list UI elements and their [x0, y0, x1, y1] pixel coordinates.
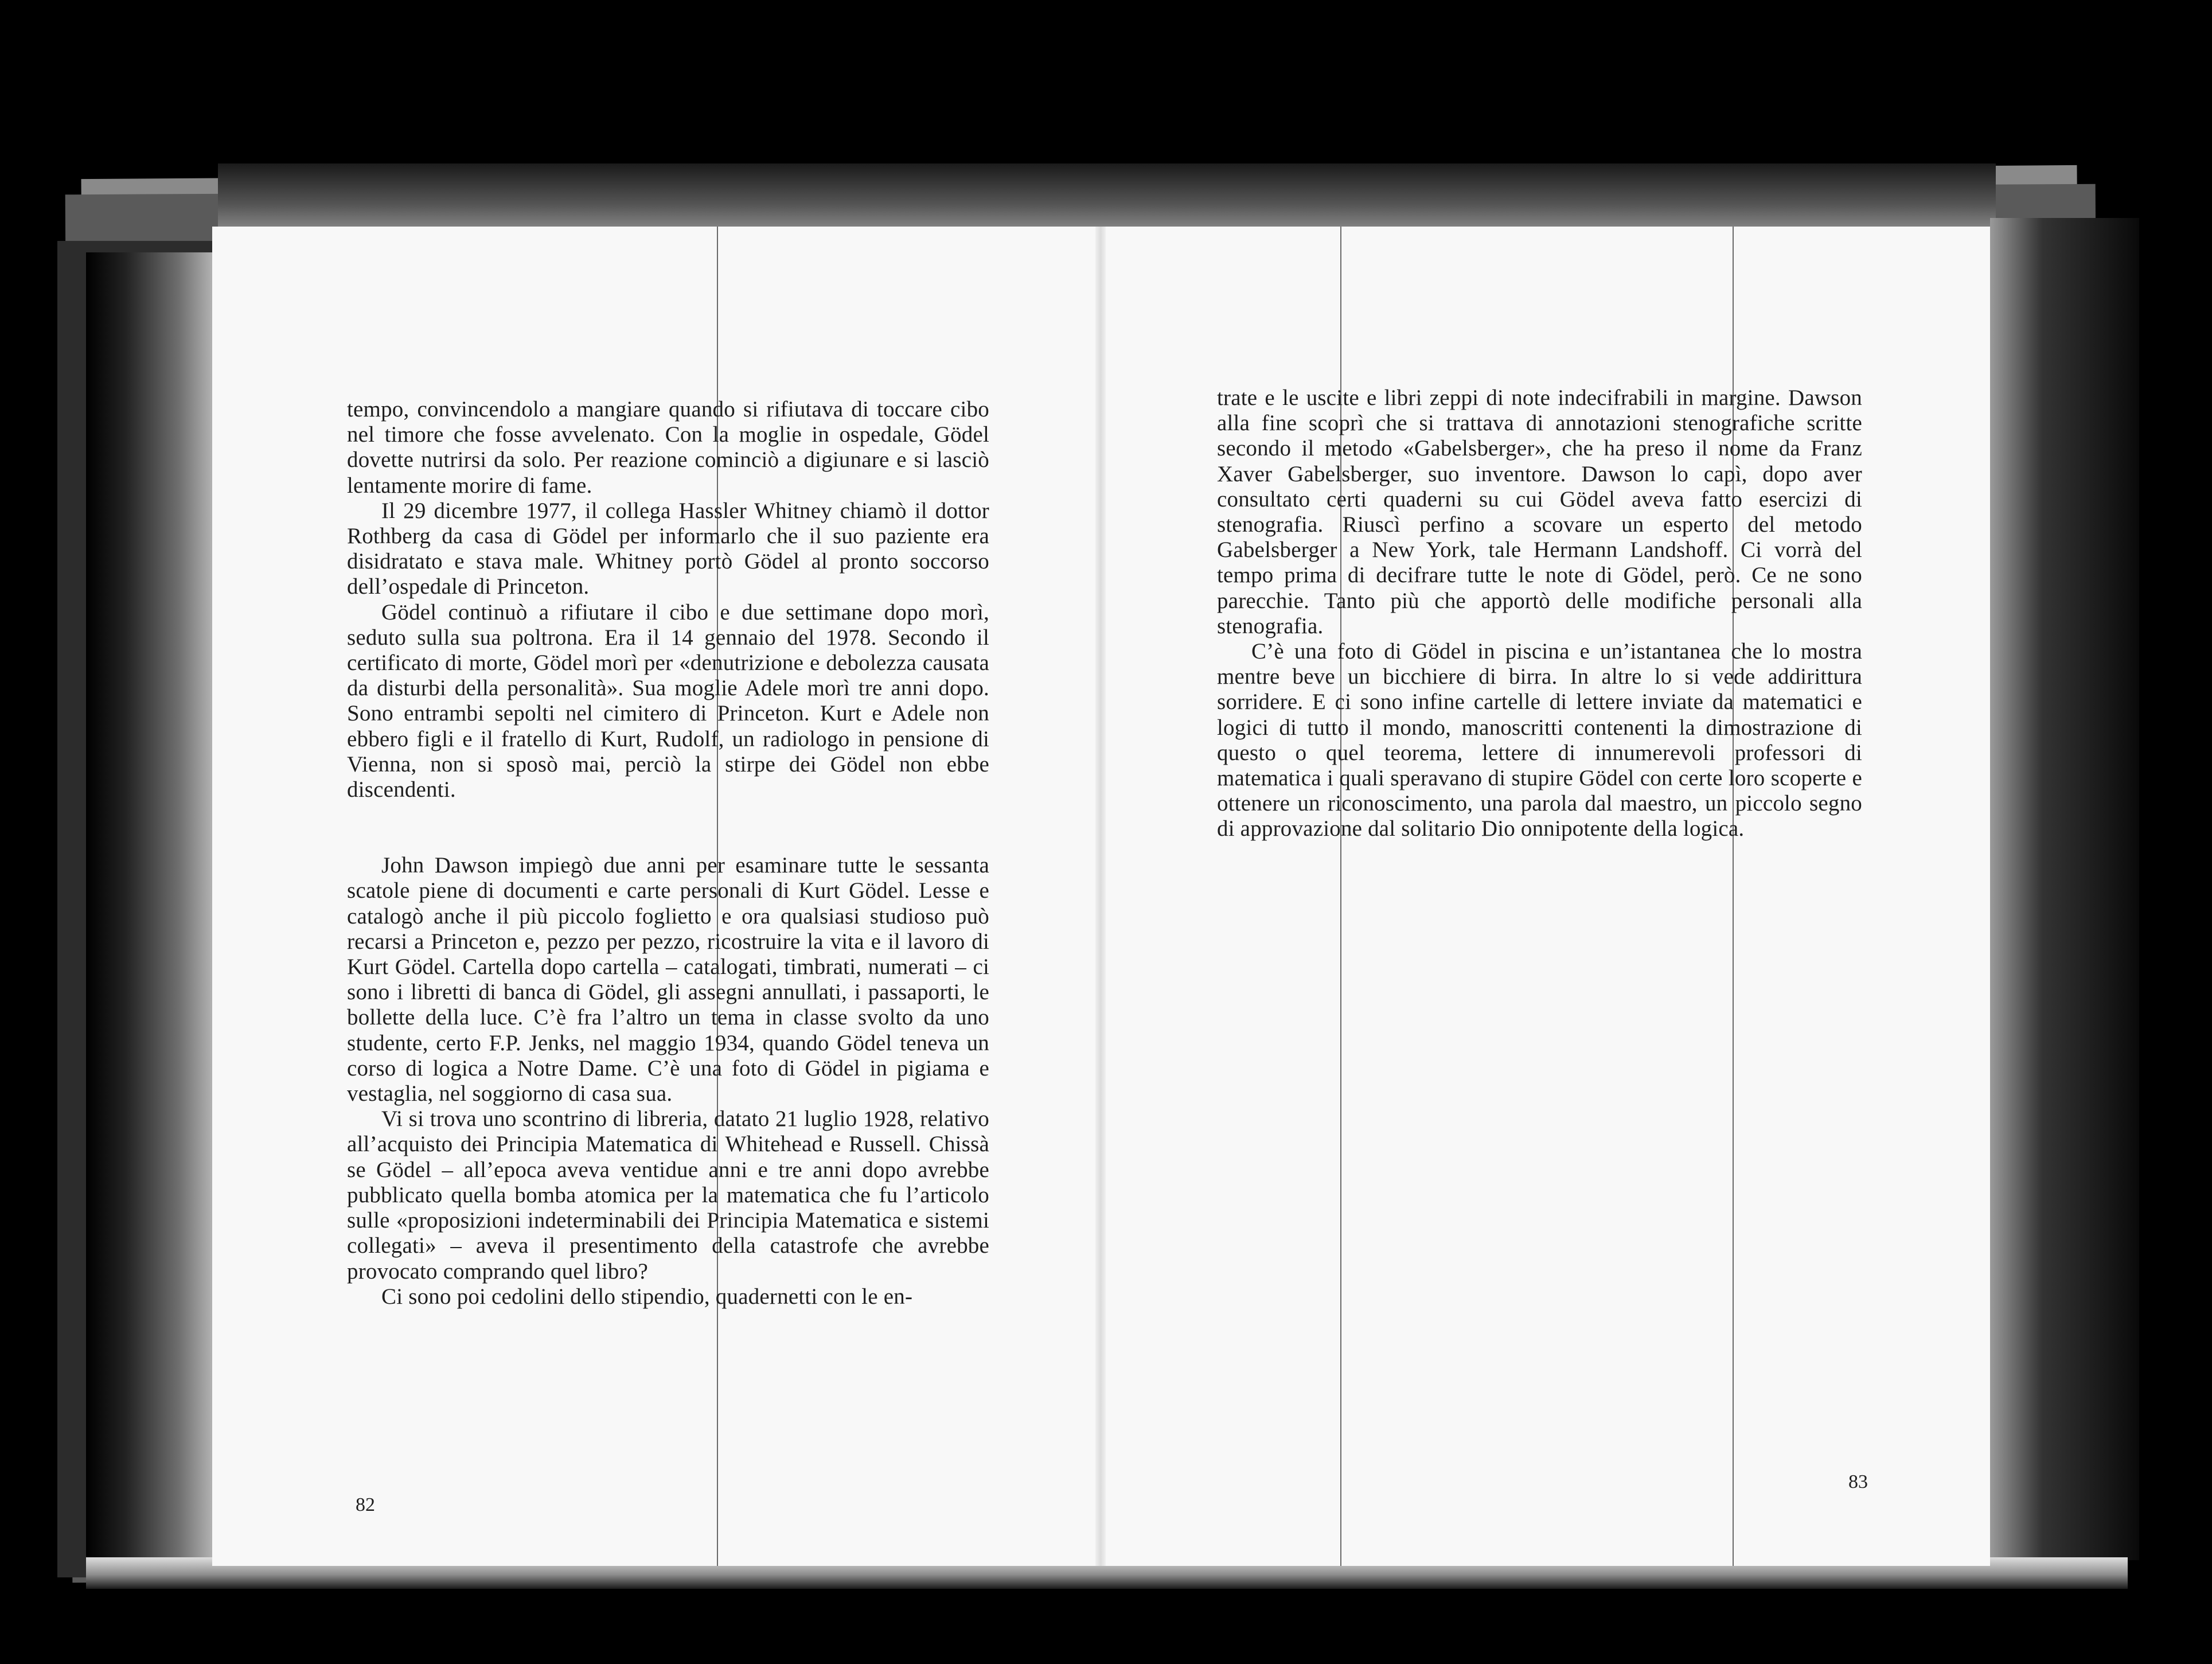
paragraph: Il 29 dicembre 1977, il collega Hassler Whitney chiamò il dottor Rothberg da casa di Gödel per informarlo che il suo paziente era disidratato e stava male. Whitney portò Gödel al pronto soccorso dell’ospedale di Princeton. — [347, 498, 989, 599]
page-number: 83 — [1848, 1471, 1868, 1492]
paragraph: John Dawson impiegò due anni per esaminare tutte le sessanta scatole piene di documenti e carte personali di Kurt Gödel. Lesse e catalogò anche il più piccolo foglietto e ora qualsiasi studioso può recarsi a Princeton e, pezzo per pezzo, ricostruire la vita e il lavoro di Kurt Gödel. Cartella dopo cartella – catalogati, timbrati, numerati – ci sono i libretti di banca di Gödel, gli assegni annullati, i passaporti, le bollette della luce. C’è fra l’altro un tema in classe svolto da uno studente, certo F.P. Jenks, nel maggio 1934, quando Gödel teneva un corso di logica a Notre Dame. C’è una foto di Gödel in pigiama e vestaglia, nel soggiorno di casa sua. — [347, 853, 989, 1106]
book-gutter — [1095, 227, 1106, 1566]
paragraph: tempo, convincendolo a mangiare quando si rifiutava di toccare cibo nel timore che fosse avvelenato. Con la moglie in ospedale, Gödel dovette nutrirsi da solo. Per reazione cominciò a digiunare e si lasciò lentamente morire di fame. — [347, 397, 989, 498]
paragraph: C’è una foto di Gödel in piscina e un’istantanea che lo mostra mentre beve un bicchiere di birra. In altre lo si vede addirittura sorridere. E ci sono infine cartelle di lettere inviate da matematici e logici di tutto il mondo, manoscritti contenenti la dimostrazione di questo o quel teorema, lettere di innumerevoli professori di matematica i quali speravano di stupire Gödel con certe loro scoperte e ottenere un riconoscimento, una parola dal maestro, un piccolo segno di approvazione dal solitario Dio onnipotente della logica. — [1217, 639, 1862, 841]
paragraph: Ci sono poi cedolini dello stipendio, quadernetti con le en- — [381, 1284, 913, 1309]
page-stack-left-edge — [86, 252, 218, 1577]
page-stack-top-edge — [218, 163, 1996, 232]
paragraph: trate e le uscite e libri zeppi di note indecifrabili in margine. Dawson alla fine scoprì che si trattava di annotazioni stenografiche scritte secondo il metodo «Gabelsberger», che ha preso il nome da Franz Xaver Gabelsberger, suo inventore. Dawson lo capì, dopo aver consultato certi quaderni su cui Gödel aveva fatto esercizi di stenografia. Riuscì perfino a scovare un esperto del metodo Gabelsberger a New York, tale Hermann Landshoff. Ci vorrà del tempo prima di decifrare tutte le note di Gödel, però. Ce ne sono parecchie. Tanto più che apportò delle modifiche personali alla stenografia. — [1217, 385, 1862, 638]
open-book-sheet — [212, 227, 1990, 1566]
left-page-text — [347, 397, 989, 1310]
paragraph: Vi si trova uno scontrino di libreria, datato 21 luglio 1928, relativo all’acquisto dei Principia Matematica di Whitehead e Russell. Chissà se Gödel – all’epoca aveva ventidue anni e tre anni dopo avrebbe pubblicato quella bomba atomica per la matematica che fu l’articolo sulle «proposizioni indeterminabili dei Principia Matematica e sistemi collegati» – aveva il presentimento della catastrofe che avrebbe provocato comprando quel libro? — [347, 1106, 989, 1284]
paragraph: Gödel continuò a rifiutare il cibo e due settimane dopo morì, seduto sulla sua poltrona. Era il 14 gennaio del 1978. Secondo il certificato di morte, Gödel morì per «denutrizione e debolezza causata da disturbi della personalità». Sua moglie Adele morì tre anni dopo. Sono entrambi sepolti nel cimitero di Princeton. Kurt e Adele non ebbero figli e il fratello di Kurt, Rudolf, un radiologo in pensione di Vienna, non si sposò mai, perciò la stirpe dei Gödel non ebbe discendenti. — [347, 599, 989, 802]
page-stack-right-edge — [1990, 218, 2139, 1560]
page-number: 82 — [356, 1494, 375, 1515]
right-page-text — [1217, 385, 1862, 842]
